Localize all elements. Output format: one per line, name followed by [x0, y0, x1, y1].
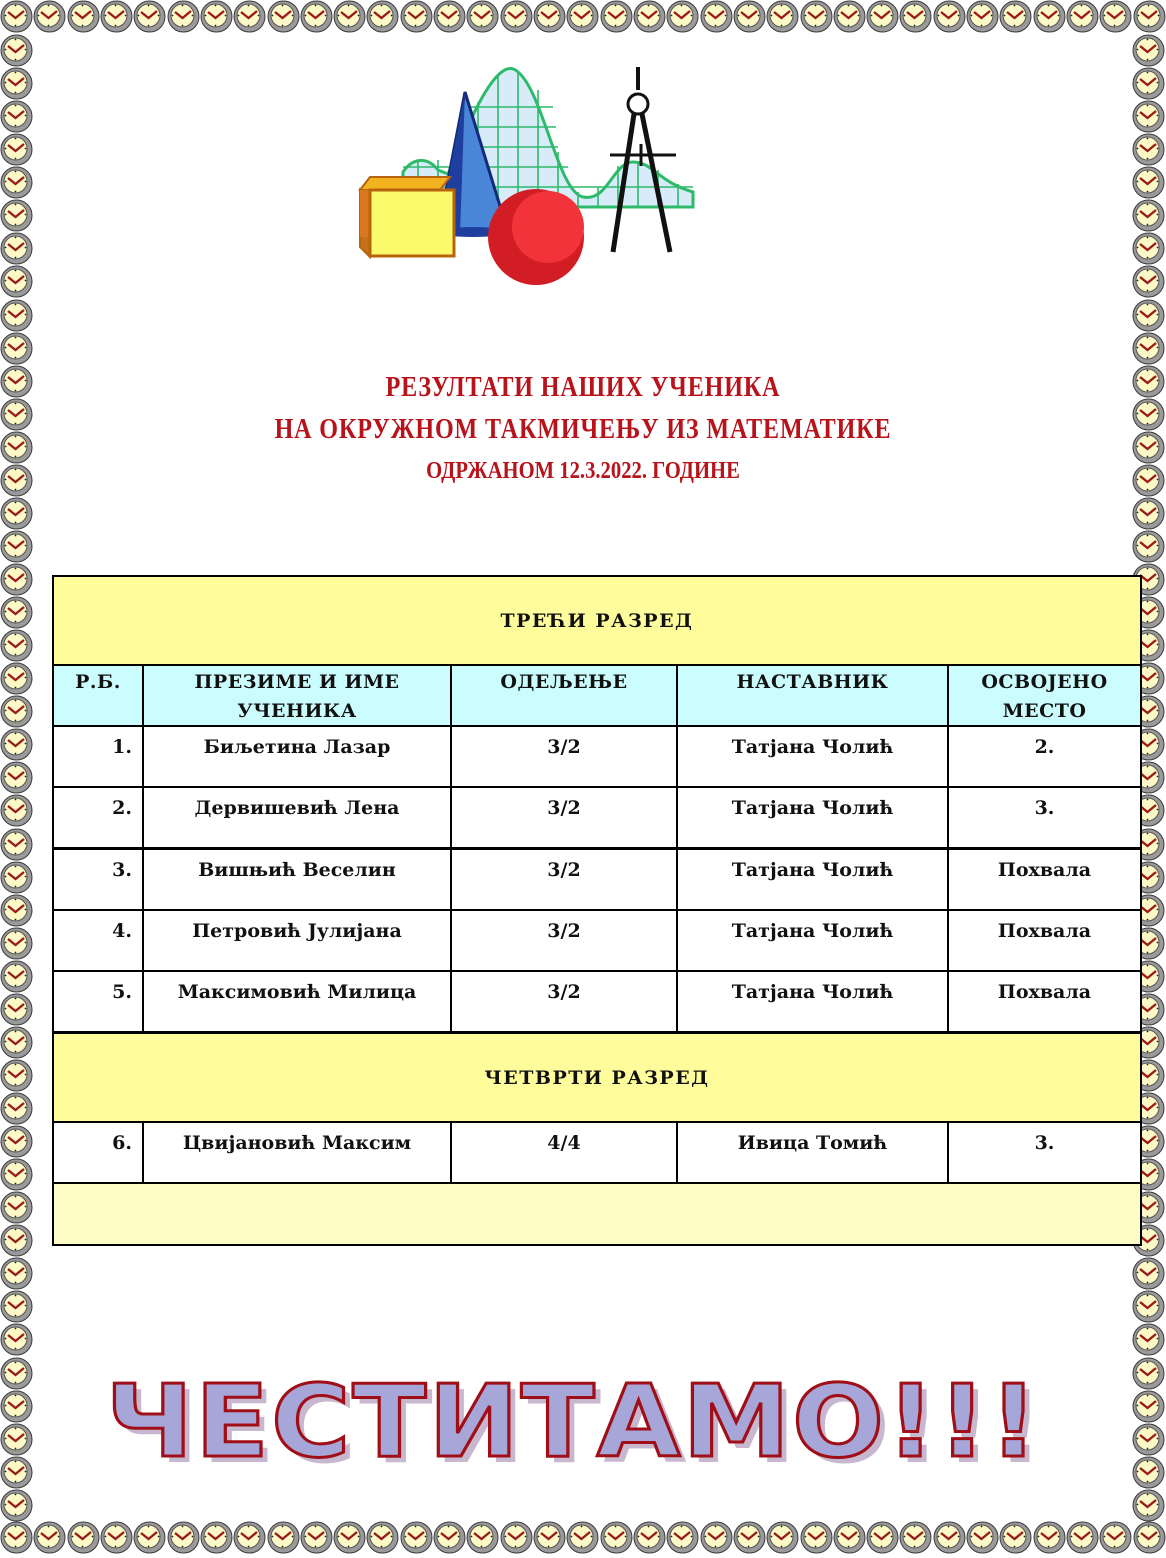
clock-icon — [533, 0, 566, 33]
clock-icon — [1132, 166, 1165, 198]
column-header-rb: Р.Б. — [54, 666, 144, 725]
cell-place: Похвала — [997, 920, 1092, 942]
cell-place: 3. — [1034, 1132, 1055, 1154]
clock-icon — [0, 927, 33, 959]
clock-icon — [0, 1125, 33, 1157]
clock-icon — [267, 0, 300, 33]
clock-icon — [999, 1521, 1032, 1554]
cell-name: Вишњић Веселин — [144, 850, 452, 909]
clock-icon — [0, 1224, 33, 1256]
clock-icon — [1033, 0, 1066, 33]
clock-icon — [67, 0, 100, 33]
clock-icon — [966, 0, 999, 33]
clock-icon — [566, 1521, 599, 1554]
clock-icon — [0, 431, 33, 463]
column-header-teacher: НАСТАВНИК — [678, 666, 949, 725]
column-header-class: ОДЕЉЕЊЕ — [452, 666, 678, 725]
results-table — [52, 575, 1142, 1246]
clock-icon — [167, 0, 200, 33]
clock-icon — [1132, 1357, 1165, 1389]
table-row — [54, 911, 1140, 972]
clock-icon — [0, 1290, 33, 1322]
cell-class: 3/2 — [452, 850, 678, 909]
clock-icon — [300, 1521, 333, 1554]
clock-icon — [866, 1521, 899, 1554]
clock-icon — [933, 0, 966, 33]
clock-icon — [1132, 464, 1165, 496]
clock-icon — [1132, 1323, 1165, 1355]
cell-class: 3/2 — [452, 788, 678, 847]
clock-icon — [1099, 0, 1132, 33]
clock-icon — [0, 0, 33, 33]
cube-icon — [360, 177, 454, 257]
cell-class: 4/4 — [452, 1123, 678, 1182]
clock-icon — [0, 530, 33, 562]
clock-icon — [100, 1521, 133, 1554]
cell-class: 3/2 — [452, 911, 678, 970]
clock-icon — [733, 0, 766, 33]
cell-teacher: Татјана Чолић — [678, 788, 949, 847]
clock-icon — [999, 0, 1032, 33]
clock-icon — [1066, 0, 1099, 33]
clock-icon — [0, 695, 33, 727]
clock-icon — [533, 1521, 566, 1554]
clock-icon — [1132, 34, 1165, 66]
clock-icon — [1132, 265, 1165, 297]
clock-icon — [0, 861, 33, 893]
clock-icon — [0, 993, 33, 1025]
clock-icon — [0, 1158, 33, 1190]
clock-icon — [700, 1521, 733, 1554]
clock-icon — [466, 0, 499, 33]
clock-icon — [833, 0, 866, 33]
clock-icon — [0, 1521, 33, 1554]
clock-icon — [0, 1489, 33, 1521]
cell-name: Биљетина Лазар — [144, 727, 452, 786]
clock-icon — [1133, 0, 1166, 33]
clock-icon — [600, 0, 633, 33]
clock-icon — [0, 662, 33, 694]
clock-border-left — [0, 34, 34, 1521]
clock-icon — [700, 0, 733, 33]
cell-place: Похвала — [997, 981, 1092, 1003]
cell-place: 3. — [1034, 797, 1055, 819]
math-shapes-clipart-icon — [358, 62, 698, 286]
clock-icon — [333, 1521, 366, 1554]
clock-icon — [800, 0, 833, 33]
cell-teacher: Татјана Чолић — [678, 727, 949, 786]
clock-icon — [233, 1521, 266, 1554]
clock-icon — [766, 1521, 799, 1554]
cell-teacher: Татјана Чолић — [678, 972, 949, 1031]
clock-icon — [1132, 232, 1165, 264]
cell-rb: 2. — [54, 788, 144, 847]
clock-icon — [333, 0, 366, 33]
clock-icon — [0, 794, 33, 826]
clock-icon — [899, 0, 932, 33]
clock-icon — [633, 0, 666, 33]
clock-icon — [1132, 1423, 1165, 1455]
clock-icon — [933, 1521, 966, 1554]
clock-icon — [0, 563, 33, 595]
cell-name: Дервишевић Лена — [144, 788, 452, 847]
clock-icon — [0, 166, 33, 198]
clock-icon — [600, 1521, 633, 1554]
clock-icon — [0, 828, 33, 860]
clock-icon — [1132, 100, 1165, 132]
clock-icon — [366, 1521, 399, 1554]
clock-icon — [500, 0, 533, 33]
cell-name: Цвијановић Максим — [144, 1123, 452, 1182]
clock-icon — [0, 728, 33, 760]
clock-icon — [0, 1357, 33, 1389]
cell-teacher: Ивица Томић — [678, 1123, 949, 1182]
clock-icon — [0, 1026, 33, 1058]
clock-icon — [466, 1521, 499, 1554]
clock-icon — [400, 0, 433, 33]
clock-icon — [0, 960, 33, 992]
clock-icon — [1132, 199, 1165, 231]
clock-icon — [267, 1521, 300, 1554]
clock-icon — [0, 761, 33, 793]
clock-icon — [666, 0, 699, 33]
cell-rb: 3. — [54, 850, 144, 909]
table-row — [54, 788, 1140, 850]
clock-icon — [0, 1092, 33, 1124]
clock-icon — [100, 0, 133, 33]
cell-teacher: Татјана Чолић — [678, 850, 949, 909]
clock-icon — [200, 1521, 233, 1554]
column-header-name: ПРЕЗИМЕ И ИМЕ УЧЕНИКА — [144, 666, 452, 725]
clock-icon — [0, 265, 33, 297]
clock-icon — [0, 1257, 33, 1289]
clock-icon — [1132, 398, 1165, 430]
clock-icon — [133, 1521, 166, 1554]
table-row — [54, 727, 1140, 788]
clock-icon — [1132, 530, 1165, 562]
clock-border-bottom — [0, 1521, 1166, 1555]
clock-icon — [0, 67, 33, 99]
clock-icon — [1132, 299, 1165, 331]
clock-icon — [899, 1521, 932, 1554]
cell-place: 2. — [1034, 736, 1055, 758]
clock-icon — [0, 100, 33, 132]
clock-icon — [400, 1521, 433, 1554]
empty-footer-row — [54, 1184, 1140, 1244]
clock-icon — [33, 1521, 66, 1554]
cell-place: Похвала — [997, 859, 1092, 881]
clock-icon — [0, 464, 33, 496]
clock-icon — [0, 1456, 33, 1488]
clock-icon — [1066, 1521, 1099, 1554]
clock-icon — [566, 0, 599, 33]
clock-icon — [0, 299, 33, 331]
page-title-line-2: НА ОКРУЖНОМ ТАКМИЧЕЊУ ИЗ МАТЕМАТИКЕ — [274, 414, 892, 445]
section-header-grade-3: ТРЕЋИ РАЗРЕД — [54, 577, 1140, 666]
clock-icon — [67, 1521, 100, 1554]
clock-icon — [0, 133, 33, 165]
clock-icon — [866, 0, 899, 33]
page-title-line-1: РЕЗУЛТАТИ НАШИХ УЧЕНИКА — [385, 372, 781, 403]
column-header-place: ОСВОЈЕНО МЕСТО — [981, 671, 1108, 722]
clock-icon — [0, 894, 33, 926]
clock-icon — [0, 232, 33, 264]
cell-name: Петровић Јулијана — [144, 911, 452, 970]
clock-icon — [833, 1521, 866, 1554]
clock-icon — [33, 0, 66, 33]
cell-rb: 6. — [54, 1123, 144, 1182]
clock-icon — [1132, 431, 1165, 463]
clock-icon — [0, 497, 33, 529]
sphere-icon — [488, 189, 584, 285]
cell-rb: 1. — [54, 727, 144, 786]
clock-icon — [1132, 67, 1165, 99]
compass-icon — [610, 67, 676, 252]
clock-icon — [0, 1323, 33, 1355]
clock-icon — [1132, 133, 1165, 165]
table-row — [54, 972, 1140, 1034]
clock-icon — [0, 1423, 33, 1455]
clock-icon — [766, 0, 799, 33]
cell-name: Максимовић Милица — [144, 972, 452, 1031]
cell-class: 3/2 — [452, 727, 678, 786]
clock-icon — [0, 365, 33, 397]
clock-icon — [1099, 1521, 1132, 1554]
clock-icon — [366, 0, 399, 33]
clock-icon — [1132, 365, 1165, 397]
clock-icon — [1132, 497, 1165, 529]
clock-icon — [0, 398, 33, 430]
clock-icon — [0, 1191, 33, 1223]
clock-icon — [167, 1521, 200, 1554]
clock-icon — [500, 1521, 533, 1554]
clock-icon — [1133, 1521, 1166, 1554]
clock-icon — [133, 0, 166, 33]
clock-icon — [433, 1521, 466, 1554]
congratulations-banner: ЧЕСТИТАМО!!! — [105, 1363, 1041, 1480]
clock-icon — [633, 1521, 666, 1554]
cell-teacher: Татјана Чолић — [678, 911, 949, 970]
section-header-grade-4: ЧЕТВРТИ РАЗРЕД — [54, 1034, 1140, 1123]
table-row — [54, 850, 1140, 911]
clock-icon — [300, 0, 333, 33]
clock-icon — [0, 629, 33, 661]
clock-icon — [200, 0, 233, 33]
table-row — [54, 1123, 1140, 1184]
cell-class: 3/2 — [452, 972, 678, 1031]
clock-icon — [966, 1521, 999, 1554]
clock-icon — [1132, 1456, 1165, 1488]
clock-icon — [1132, 1257, 1165, 1289]
clock-icon — [233, 0, 266, 33]
clock-icon — [1132, 332, 1165, 364]
clock-icon — [0, 34, 33, 66]
clock-icon — [1132, 1290, 1165, 1322]
clock-border-top — [0, 0, 1166, 34]
page-subtitle-date: ОДРЖАНОМ 12.3.2022. ГОДИНЕ — [426, 458, 740, 484]
clock-icon — [0, 199, 33, 231]
clock-icon — [1132, 1390, 1165, 1422]
clock-icon — [0, 596, 33, 628]
cell-rb: 4. — [54, 911, 144, 970]
clock-icon — [733, 1521, 766, 1554]
clock-icon — [1033, 1521, 1066, 1554]
clock-icon — [800, 1521, 833, 1554]
clock-icon — [666, 1521, 699, 1554]
cell-rb: 5. — [54, 972, 144, 1031]
clock-icon — [0, 1059, 33, 1091]
column-header-row — [54, 666, 1140, 727]
clock-icon — [0, 332, 33, 364]
clock-icon — [1132, 1489, 1165, 1521]
clock-icon — [433, 0, 466, 33]
clock-icon — [0, 1390, 33, 1422]
